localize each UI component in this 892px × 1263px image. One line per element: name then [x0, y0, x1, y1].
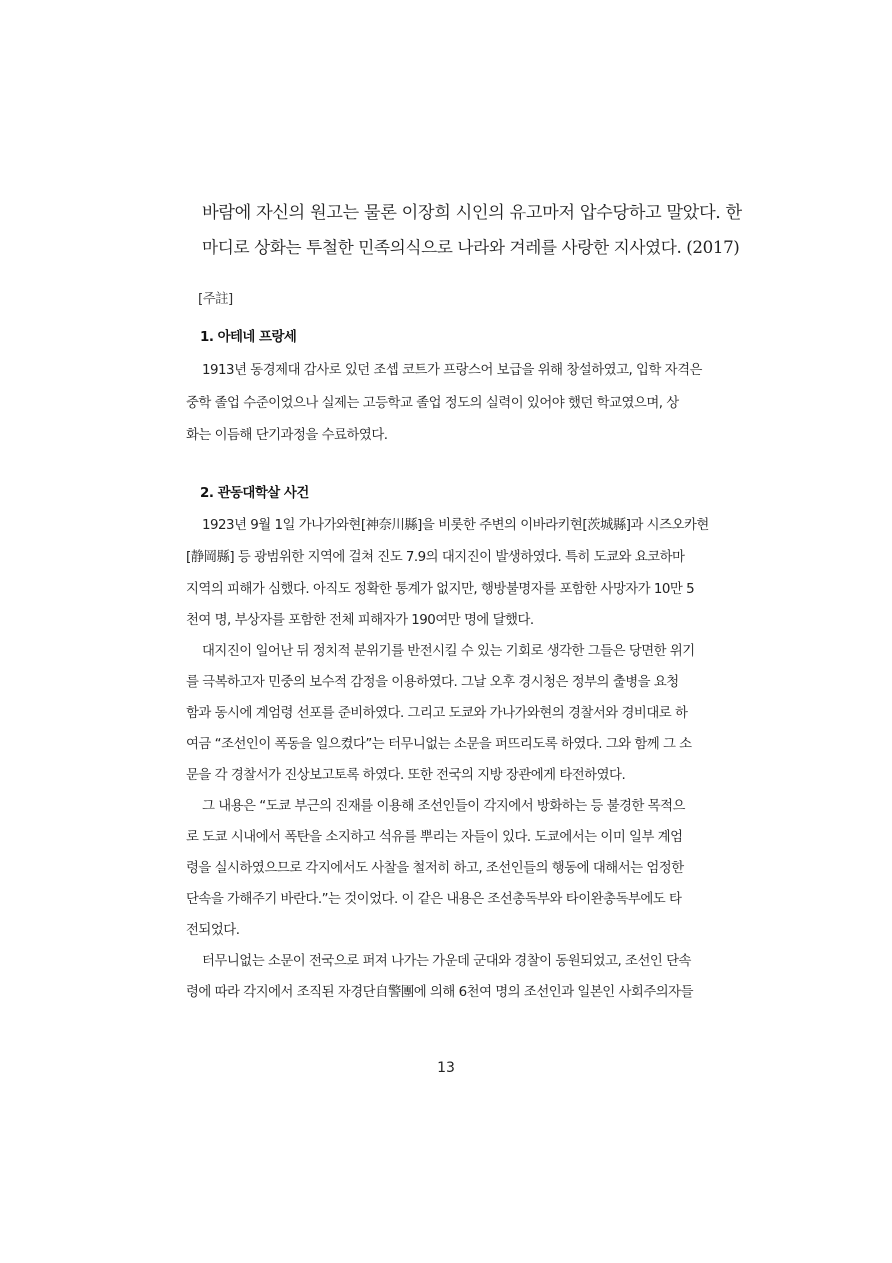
- note-line: 그 내용은 “도쿄 부근의 진재를 이용해 조선인들이 각지에서 방화하는 등 불경한 목적으: [202, 799, 685, 814]
- note-heading: 1. 아테네 프랑세: [200, 330, 297, 345]
- note-line: 령에 따라 각지에서 조직된 자경단自警團에 의해 6천여 명의 조선인과 일본인 사회주의자들: [186, 985, 694, 1000]
- note-line: 전되었다.: [186, 923, 240, 938]
- note-heading: 2. 관동대학살 사건: [200, 486, 309, 501]
- note-line: 여금 “조선인이 폭동을 일으켰다”는 터무니없는 소문을 퍼뜨리도록 하였다. 그와 함께 그 소: [186, 737, 692, 752]
- note-line: 로 도쿄 시내에서 폭탄을 소지하고 석유를 뿌리는 자들이 있다. 도쿄에서는 이미 일부 계엄: [186, 830, 683, 845]
- note-line: 를 극복하고자 민중의 보수적 감정을 이용하였다. 그날 오후 경시청은 정부의 출병을 요청: [186, 675, 679, 690]
- page-number: 13: [437, 1060, 455, 1076]
- note-line: 터무니없는 소문이 전국으로 퍼져 나가는 가운데 군대와 경찰이 동원되었고, 조선인 단속: [202, 954, 691, 969]
- note-line: 중학 졸업 수준이었으나 실제는 고등학교 졸업 정도의 실력이 있어야 했던 학교였으며, 상: [186, 396, 679, 411]
- note-line: 대지진이 일어난 뒤 정치적 분위기를 반전시킬 수 있는 기회로 생각한 그들은 당면한 위기: [202, 644, 695, 659]
- note-line: 령을 실시하였으므로 각지에서도 사찰을 철저히 하고, 조선인들의 행동에 대해서는 엄정한: [186, 861, 684, 876]
- lead-line: 바람에 자신의 원고는 물론 이장희 시인의 유고마저 압수당하고 말았다. 한: [202, 203, 742, 223]
- lead-paragraph: [202, 196, 742, 264]
- note-line: 함과 동시에 계엄령 선포를 준비하였다. 그리고 도쿄와 가나가와현의 경찰서와 경비대로 하: [186, 706, 688, 721]
- lead-line: 마디로 상화는 투철한 민족의식으로 나라와 겨레를 사랑한 지사였다. (2017): [202, 237, 740, 257]
- note-line: 1913년 동경제대 감사로 있던 조셉 코트가 프랑스어 보급을 위해 창설하였고, 입학 자격은: [202, 363, 702, 378]
- note-line: 단속을 가해주기 바란다.”는 것이었다. 이 같은 내용은 조선총독부와 타이완총독부에도 타: [186, 892, 682, 907]
- note-line: 문을 각 경찰서가 진상보고토록 하였다. 또한 전국의 지방 장관에게 타전하였다.: [186, 768, 626, 783]
- note-line: 화는 이듬해 단기과정을 수료하였다.: [186, 428, 388, 443]
- note-line: 지역의 피해가 심했다. 아직도 정확한 통계가 없지만, 행방불명자를 포함한 사망자가 10만 5: [186, 582, 695, 597]
- notes-tag: [주註]: [198, 292, 233, 307]
- note-line: [静岡縣] 등 광범위한 지역에 걸쳐 진도 7.9의 대지진이 발생하였다. 특히 도쿄와 요코하마: [186, 550, 685, 565]
- note-line: 천여 명, 부상자를 포함한 전체 피해자가 190여만 명에 달했다.: [186, 613, 534, 628]
- note-line: 1923년 9월 1일 가나가와현[神奈川縣]을 비롯한 주변의 이바라키현[茨城縣]과 시즈오카현: [202, 518, 709, 533]
